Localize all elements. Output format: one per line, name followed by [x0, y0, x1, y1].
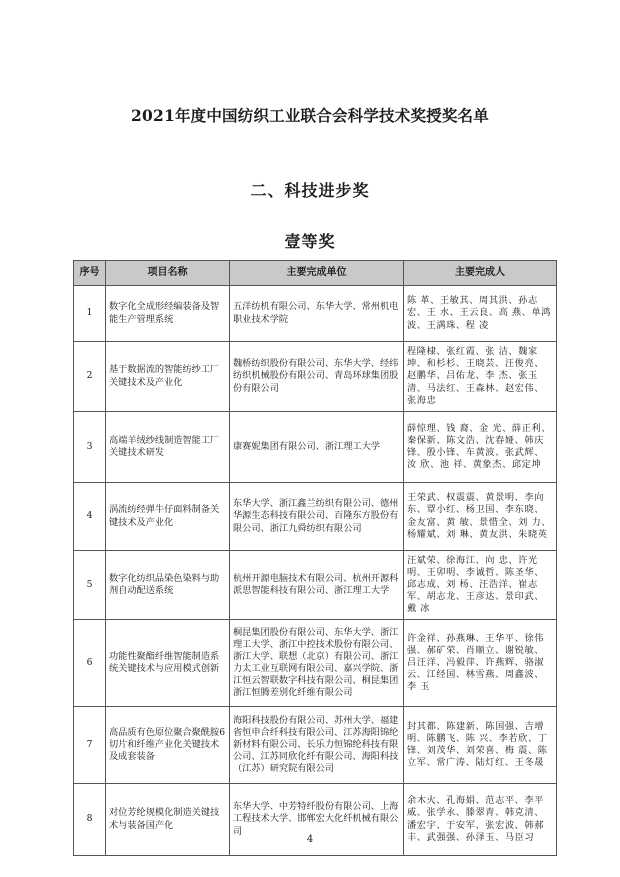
- completion-units: 杭州开源电脑技术有限公司、杭州开源科派思智能科技有限公司、浙江理工大学: [230, 551, 404, 620]
- table-row: [74, 286, 557, 342]
- project-name: 数字化全成形经编装备及智能生产管理系统: [106, 286, 230, 342]
- completion-units: 康赛妮集团有限公司、浙江理工大学: [230, 412, 404, 483]
- award-grade-title: 壹等奖: [284, 232, 336, 251]
- table-header-row: [74, 261, 557, 286]
- project-name: 数字化纺织品染色染料与助剂自动配送系统: [106, 551, 230, 620]
- row-no: 6: [74, 620, 106, 707]
- page-number: 4: [306, 834, 314, 845]
- project-name: 高端羊绒纱线制造智能工厂关键技术研发: [106, 412, 230, 483]
- completion-units: 五洋纺机有限公司、东华大学、常州机电职业技术学院: [230, 286, 404, 342]
- completion-units: 桐昆集团股份有限公司、东华大学、浙江理工大学、浙江中控技术股份有限公司、浙江大学、联想（北京）有限公司、浙江力太工业互联网有限公司、嘉兴学院、浙江恒云智联数字科技有限公司、桐昆集团浙江恒腾差别化纤维有限公司: [230, 620, 404, 707]
- main-people: 汪斌荣、徐海江、向 忠、许光明、王卯明、李诚哲、陈圣华、邱志成、刘 杨、汪浩洋、崔志军、胡志龙、王彦达、景印武、戴 冰: [404, 551, 557, 620]
- main-people: 程隆棣、张红霞、张 洁、魏家坤、和杉杉、王晓芸、汪俊亮、赵鹏华、吕佑龙、李 杰、张玉清、马法红、王森林、赵宏伟、张海忠: [404, 342, 557, 412]
- main-people: 陈 革、王敏其、周其洪、孙志宏、王 水、王云良、高 燕、单鸿波、王满珠、程 凌: [404, 286, 557, 342]
- table-row: [74, 707, 557, 784]
- project-name: 高品质有色原位聚合聚酰胺6切片和纤维产业化关键技术及成套装备: [106, 707, 230, 784]
- row-no: 7: [74, 707, 106, 784]
- project-name: 对位芳纶规模化制造关键技术与装备国产化: [106, 784, 230, 856]
- row-no: 8: [74, 784, 106, 856]
- completion-units: 魏桥纺织股份有限公司、东华大学、经纬纺织机械股份有限公司、青岛环球集团股份有限公司: [230, 342, 404, 412]
- completion-units: 海阳科技股份有限公司、苏州大学、福建省恒申合纤科技有限公司、江苏海阳锦纶新材料有限公司、长乐力恒锦纶科技有限公司、江苏同欣化纤有限公司、海阳科技（江苏）研究院有限公司: [230, 707, 404, 784]
- header-people: 主要完成人: [404, 261, 557, 286]
- main-people: 薛惊理、钱 裔、金 光、薛正利、秦保新、陈文浩、沈春娅、韩庆锋、殷小锋、车黄波、张武辉、汝 欣、池 祥、黄象杰、邱定坤: [404, 412, 557, 483]
- row-no: 5: [74, 551, 106, 620]
- completion-units: 东华大学、浙江鑫兰纺织有限公司、德州华源生态科技有限公司、百隆东方股份有限公司、浙江九舜纺织有限公司: [230, 483, 404, 551]
- header-units: 主要完成单位: [230, 261, 404, 286]
- project-name: 基于数据流的智能纺纱工厂关键技术及产业化: [106, 342, 230, 412]
- document-title: 2021年度中国纺织工业联合会科学技术奖授奖名单: [131, 106, 489, 125]
- table-row: [74, 342, 557, 412]
- main-people: 余木火、孔海娟、范志平、李平威、张学永、滕翠青、韩克清、潘宏宇、于安军、张宏波、韩郝丰、武强强、孙泽玉、马臣习: [404, 784, 557, 856]
- row-no: 2: [74, 342, 106, 412]
- main-people: 封其都、陈建新、陈国强、吉增明、陈鹏飞、陈 兴、李若欣、丁 锋、刘茂华、刘荣喜、梅 震、陈立军、常广涛、陆灯红、王冬晟: [404, 707, 557, 784]
- header-no: 序号: [74, 261, 106, 286]
- header-project: 项目名称: [106, 261, 230, 286]
- award-table: [73, 260, 557, 856]
- row-no: 1: [74, 286, 106, 342]
- table-row: [74, 483, 557, 551]
- row-no: 3: [74, 412, 106, 483]
- completion-units: 东华大学、中芳特纤股份有限公司、上海工程技术大学、邯郸宏大化纤机械有限公司: [230, 784, 404, 856]
- table-row: [74, 551, 557, 620]
- section-title: 二、科技进步奖: [250, 181, 370, 200]
- row-no: 4: [74, 483, 106, 551]
- table-row: [74, 412, 557, 483]
- main-people: 许金祥、孙燕琳、王华平、徐伟强、郝矿荣、肖顺立、谢锐敏、吕汪洋、冯毅萍、许燕辉、骆淑云、江经国、林雪燕、周鑫波、李 玉: [404, 620, 557, 707]
- project-name: 功能性聚酯纤维智能制造系统关键技术与应用模式创新: [106, 620, 230, 707]
- project-name: 涡流纺经弹牛仔面料制备关键技术及产业化: [106, 483, 230, 551]
- table-row: [74, 620, 557, 707]
- main-people: 王荣武、权震震、黄景明、李向东、覃小红、杨卫国、李东晓、金友富、黄 敏、景惜全、刘 力、杨耀斌、刘 琳、黄友洪、朱晓英: [404, 483, 557, 551]
